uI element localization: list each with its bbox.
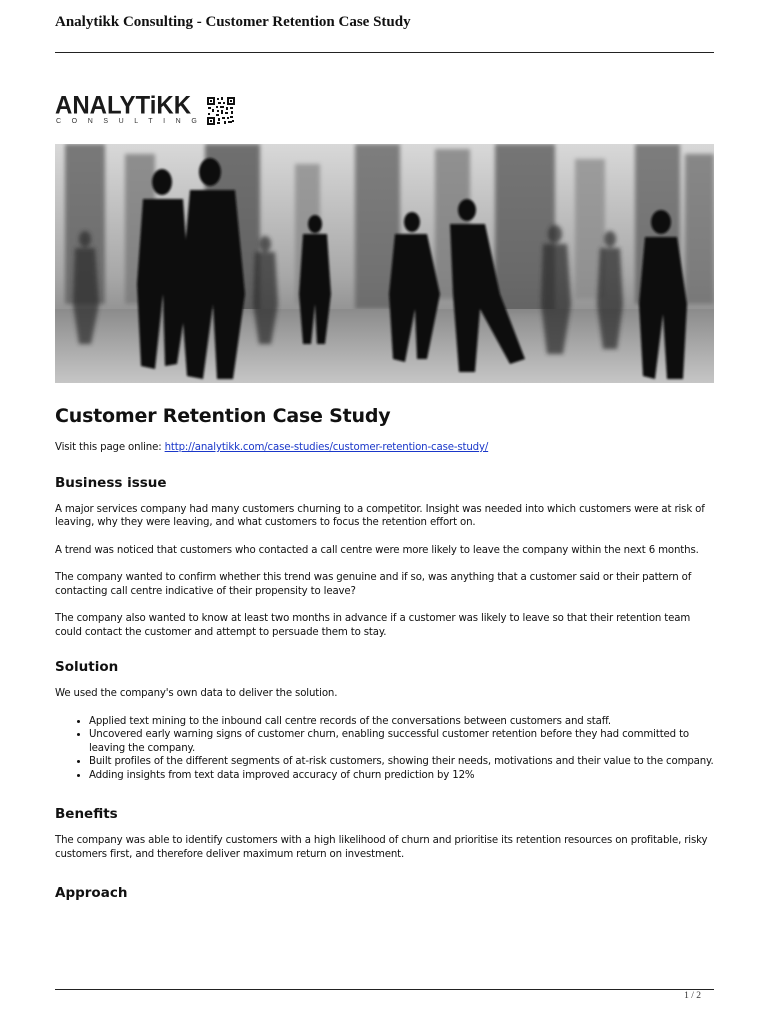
benefits-paragraph: The company was able to identify customers with a high likelihood of churn and prioritise its retention resources on profitable, risky customers first, and therefore deliver maximum return on investment. xyxy=(55,835,708,860)
business-issue-paragraph: The company also wanted to know at least two months in advance if a customer was likely to leave so that their retention team could contact the customer and attempt to persuade them to stay. xyxy=(55,613,691,638)
approach-heading: Approach xyxy=(55,885,128,901)
solution-list xyxy=(55,715,714,783)
business-issue-heading: Business issue xyxy=(55,474,167,491)
article-content xyxy=(55,405,714,913)
logo-wordmark: ANALYTiKK xyxy=(55,91,192,120)
page-title: Customer Retention Case Study xyxy=(55,405,391,427)
solution-heading: Solution xyxy=(55,659,119,675)
analytikk-logo[interactable] xyxy=(55,91,245,128)
list-item: • Adding insights from text data improved accuracy of churn prediction by 12% xyxy=(89,769,714,783)
business-issue-paragraph: The company wanted to confirm whether this trend was genuine and if so, was anything that a customer said or their pattern of contacting call centre indicative of their propensity to leave? xyxy=(55,572,692,597)
page-number: 1 / 2 xyxy=(684,991,701,1001)
benefits-heading: Benefits xyxy=(55,806,118,822)
list-item: • Built profiles of the different segments of at-risk customers, showing their needs, motivations and their value to the company. xyxy=(89,755,714,769)
logo-subtitle: CONSULTING xyxy=(56,118,208,125)
business-issue-paragraph: A trend was noticed that customers who contacted a call centre were more likely to leave the company within the next 6 months. xyxy=(55,544,699,556)
visit-label: Visit this page online: xyxy=(55,442,162,453)
case-study-link[interactable]: http://analytikk.com/case-studies/customer-retention-case-study/ xyxy=(164,442,489,453)
document-header-title: Analytikk Consulting - Customer Retention Case Study xyxy=(55,14,411,30)
business-issue-paragraph: A major services company had many customers churning to a competitor. Insight was needed into which customers were at risk of leaving, why they were leaving, and what customers to focus the retention effort on. xyxy=(55,503,705,528)
list-item: • Applied text mining to the inbound call centre records of the conversations between customers and staff. xyxy=(89,715,714,729)
list-item: • Uncovered early warning signs of customer churn, enabling successful customer retention before they had committed to leaving the company. xyxy=(89,728,714,755)
qr-code-icon xyxy=(207,97,235,125)
hero-crowd-photo xyxy=(55,144,714,383)
header-divider xyxy=(55,52,714,53)
footer-divider xyxy=(55,989,714,990)
solution-intro: We used the company's own data to deliver the solution. xyxy=(55,688,338,699)
crowd-photo-image xyxy=(55,144,714,383)
visit-online-line xyxy=(55,441,714,455)
